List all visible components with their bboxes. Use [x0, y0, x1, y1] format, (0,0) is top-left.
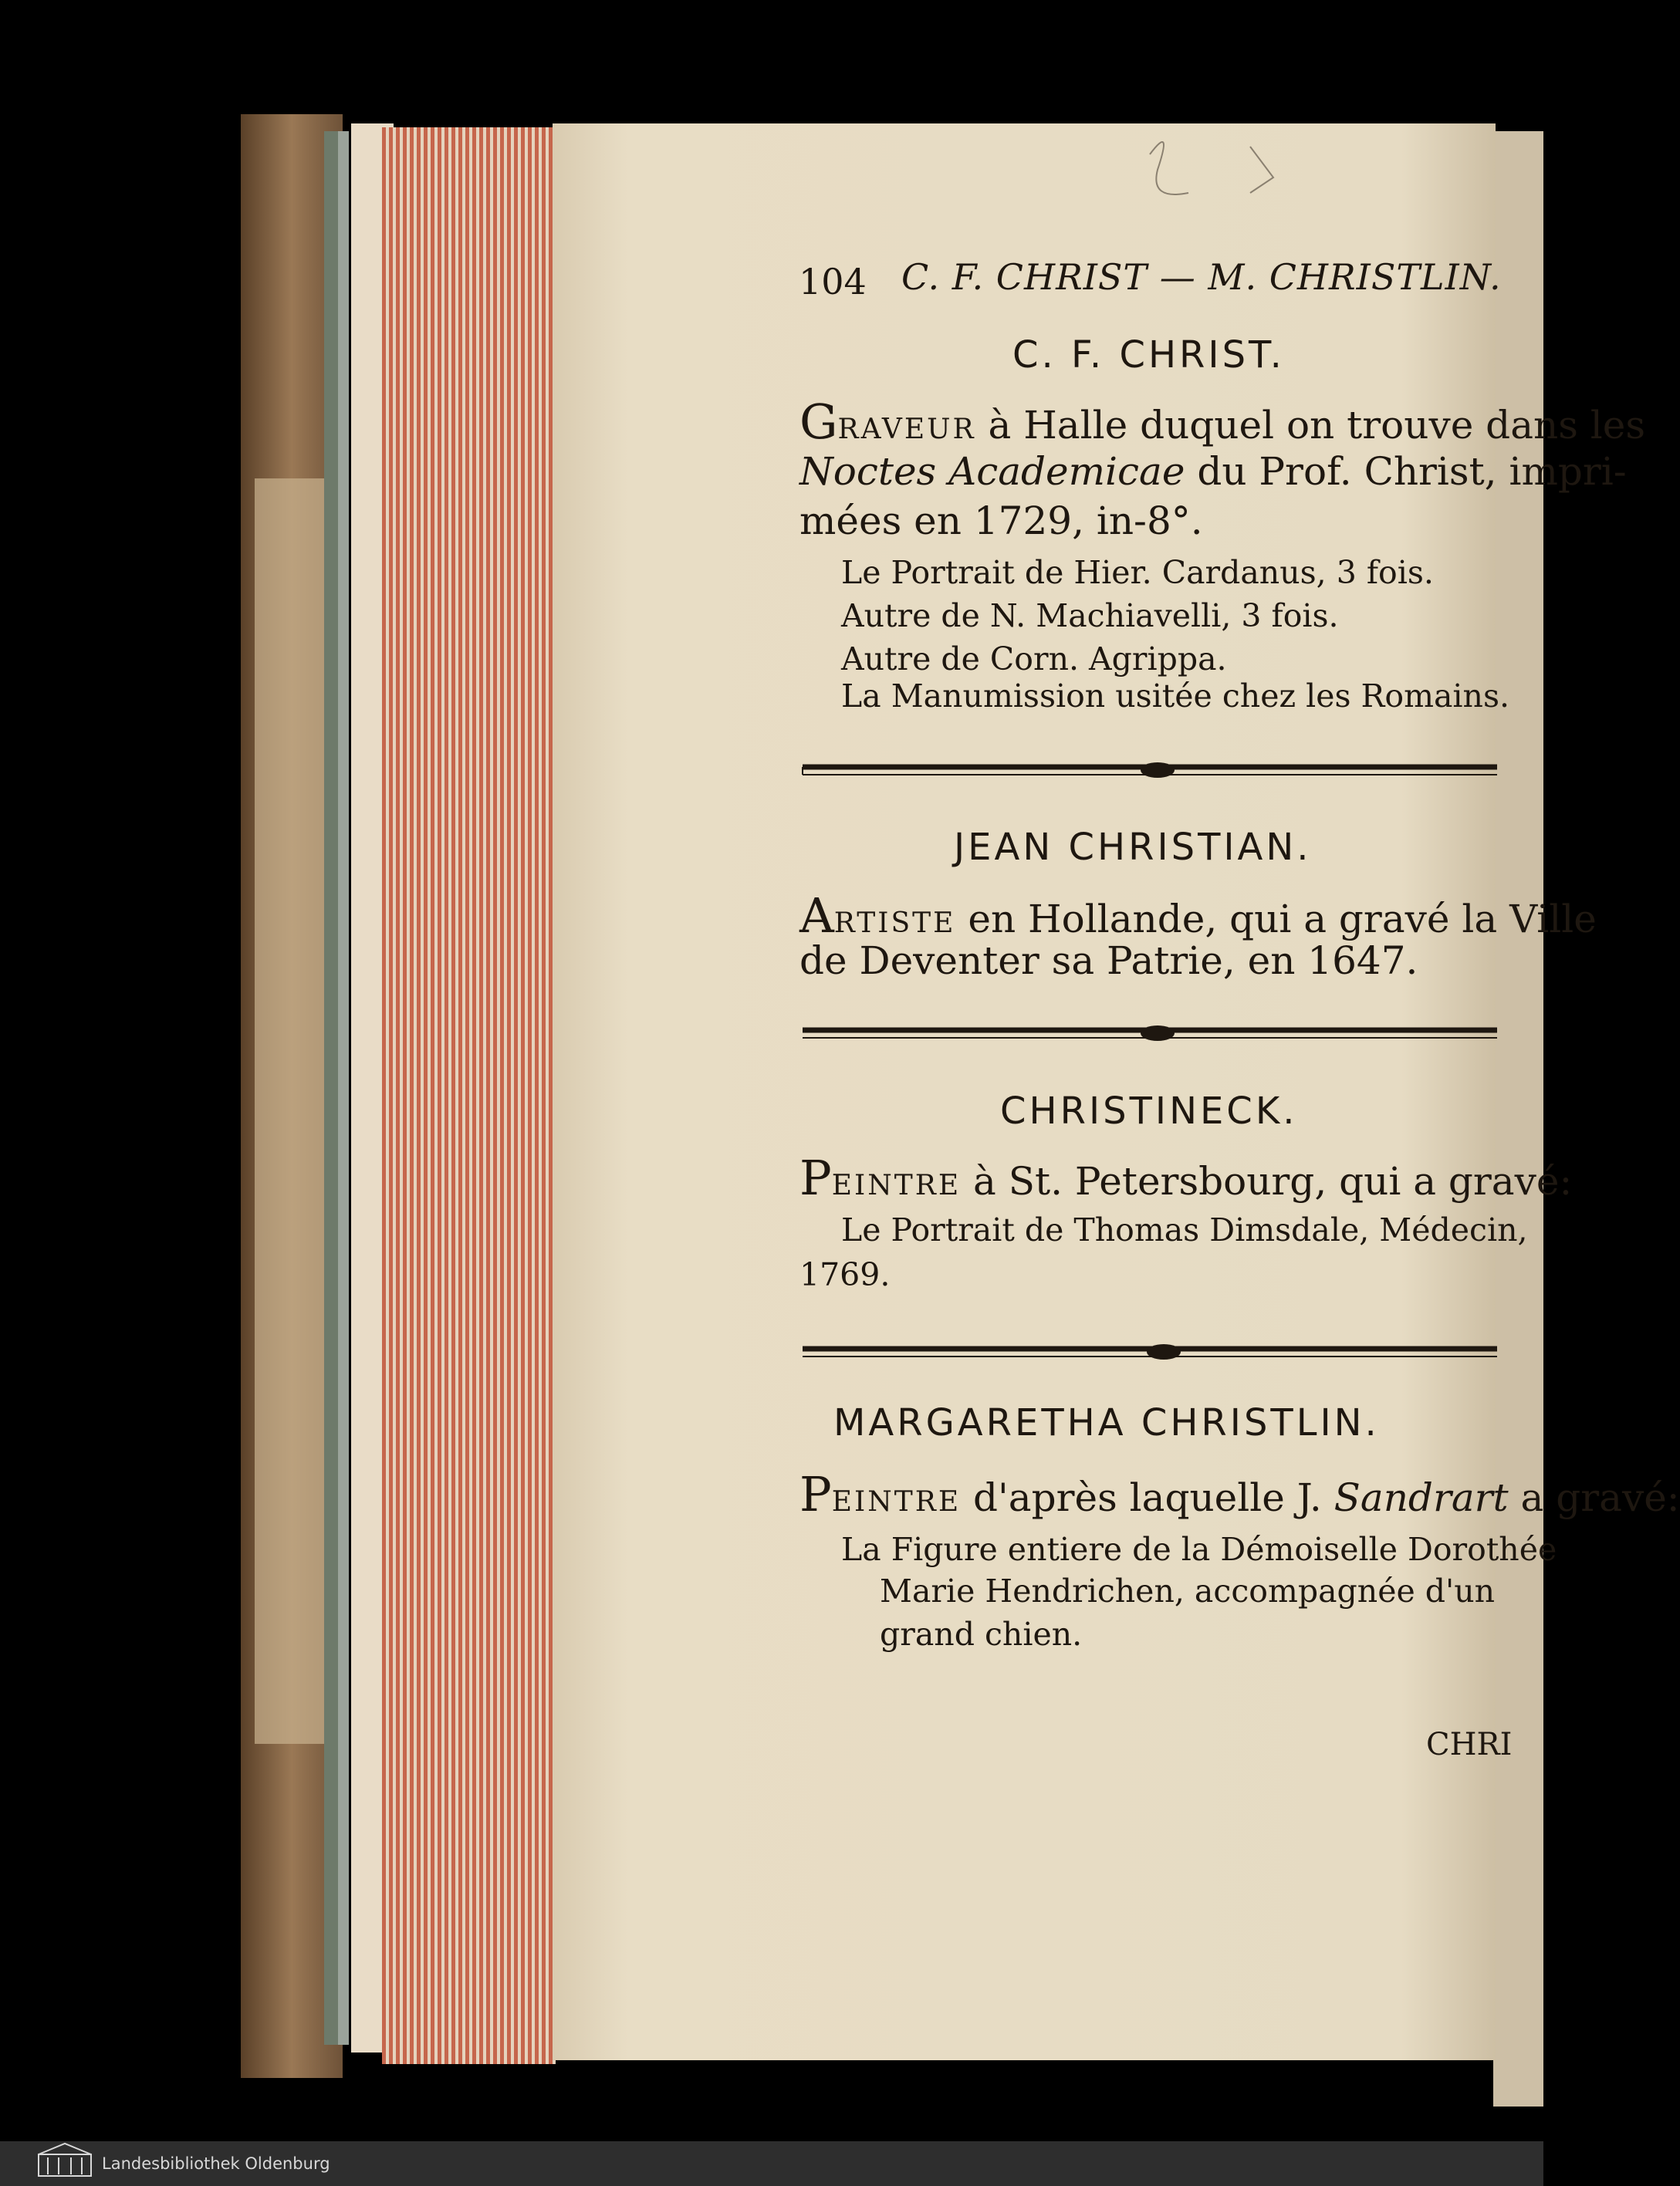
entry-text-line: mées en 1729, in-8°. [799, 498, 1203, 543]
entry-intro-line [799, 887, 1597, 944]
entry-heading: CHRISTINECK. [1000, 1090, 1298, 1133]
entry-heading: JEAN CHRISTIAN. [954, 826, 1312, 869]
intro-smallcaps: RAVEUR [837, 414, 976, 445]
red-page-edges [382, 127, 556, 2064]
intro-smallcaps: RTISTE [833, 907, 956, 939]
book-cover [241, 114, 349, 2078]
entry-text-fragment: d'après laquelle J. [973, 1475, 1334, 1520]
entry-item: grand chien. [880, 1616, 1083, 1653]
entry-heading: MARGARETHA CHRISTLIN. [833, 1401, 1380, 1444]
entry-text-line: en Hollande, qui a gravé la Ville [968, 897, 1597, 941]
entry-text-line: à St. Petersbourg, qui a gravé: [973, 1159, 1573, 1204]
entry-item: La Manumission usitée chez les Romains. [841, 677, 1510, 715]
entry-heading: C. F. CHRIST. [1012, 333, 1285, 377]
entry-text-fragment: du Prof. Christ, impri- [1185, 449, 1627, 494]
entry-item: Autre de Corn. Agrippa. [841, 640, 1227, 677]
entry-intro-line [799, 1150, 1572, 1206]
entry-item: Le Portrait de Hier. Cardanus, 3 fois. [841, 554, 1434, 591]
entry-intro-line [799, 394, 1645, 450]
entry-item: Autre de N. Machiavelli, 3 fois. [841, 597, 1339, 634]
intro-smallcaps: EINTRE [831, 1170, 962, 1201]
entry-item: La Figure entiere de la Démoiselle Dorothée [841, 1531, 1557, 1568]
catchword: CHRI [1426, 1727, 1513, 1762]
entry-text-line [799, 449, 1627, 494]
entry-text-fragment: a gravé: [1508, 1475, 1680, 1520]
entry-text-line: à Halle duquel on trouve dans les [988, 403, 1645, 448]
book-title-italic: Noctes Academicae [799, 449, 1185, 494]
dropcap-letter: P [799, 1466, 832, 1522]
artist-name-italic: Sandrart [1334, 1475, 1509, 1520]
page-number: 104 [799, 261, 867, 302]
dropcap-letter: P [799, 1150, 832, 1206]
dropcap-letter: A [799, 887, 834, 944]
dropcap-letter: G [799, 394, 838, 450]
running-head: C. F. CHRIST — M. CHRISTLIN. [901, 256, 1502, 298]
intro-smallcaps: EINTRE [831, 1486, 962, 1518]
entry-intro-line [799, 1466, 1680, 1522]
footer-library-label: Landesbibliothek Oldenburg [102, 2154, 330, 2173]
entry-item: Le Portrait de Thomas Dimsdale, Médecin, [841, 1211, 1528, 1248]
entry-item: 1769. [799, 1256, 891, 1293]
entry-text-line: de Deventer sa Patrie, en 1647. [799, 938, 1418, 983]
entry-item: Marie Hendrichen, accompagnée d'un [880, 1573, 1496, 1610]
